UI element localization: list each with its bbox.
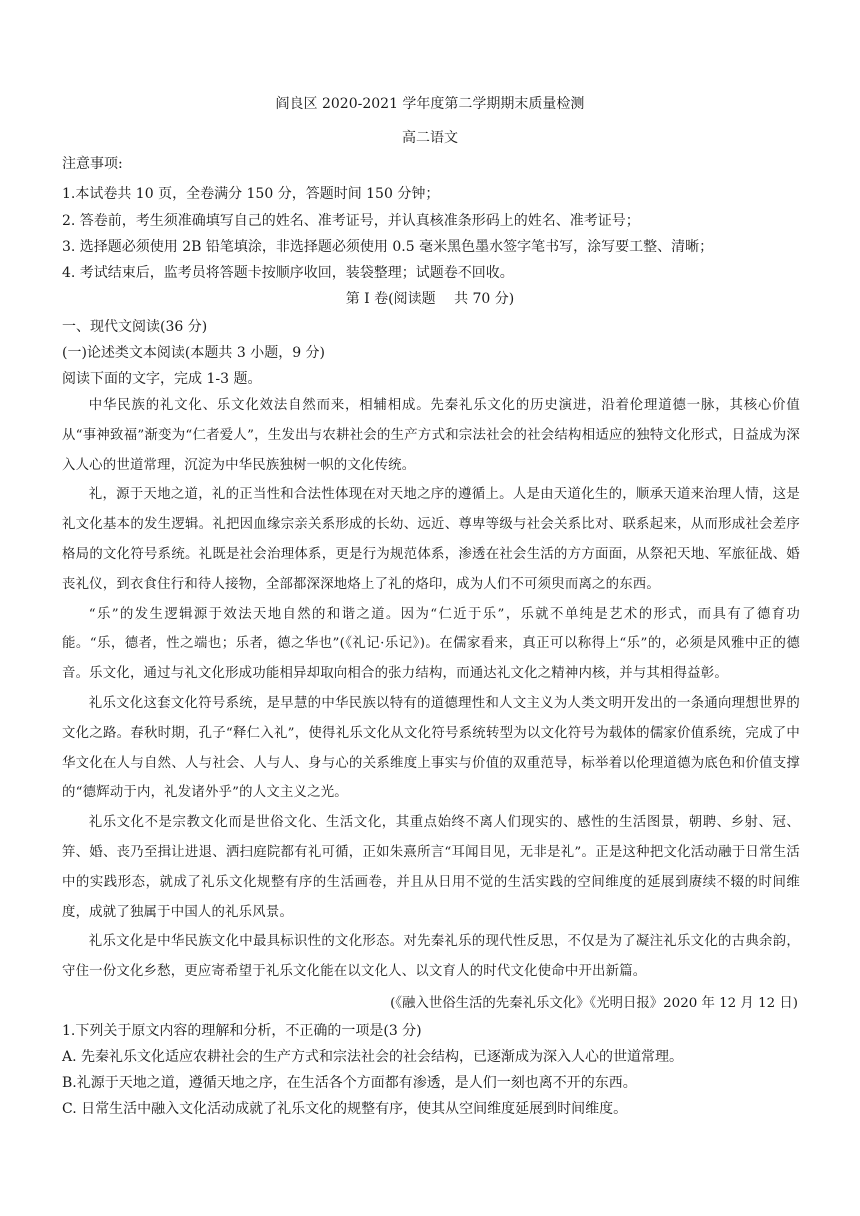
notice-item: 1.本试卷共 10 页，全卷满分 150 分，答题时间 150 分钟； [62, 186, 440, 202]
notice-item: 3. 选择题必须使用 2B 铅笔填涂，非选择题必须使用 0.5 毫米黑色墨水签字笔书写，涂写要工整、清晰； [62, 239, 714, 255]
option-a: A. 先秦礼乐文化适应农耕社会的生产方式和宗法社会的社会结构，已逐渐成为深入人心的世道常理。 [62, 1049, 684, 1065]
passage-paragraph: “乐”的发生逻辑源于效法天地自然的和谐之道。因为“仁近于乐”，乐就不单纯是艺术的形式，而具有了德育功能。“乐，德者，性之端也；乐者，德之华也”(《礼记·乐记》)。在儒家看来，真正可以称得上“乐”的，必须是风雅中正的德音。乐文化，通过与礼文化形成功能相异却取向相合的张力结构，而通达礼文化之精神内核，并与其相得益彰。 [62, 606, 800, 682]
passage-paragraph: 礼乐文化不是宗教文化而是世俗文化、生活文化，其重点始终不离人们现实的、感性的生活图景，朝聘、乡射、冠、笄、婚、丧乃至揖让进退、洒扫庭院都有礼可循，正如朱熹所言“耳闻目见，无非是礼”。正是这种把文化活动融于日常生活中的实践形态，就成了礼乐文化规整有序的生活画卷，并且从日用不觉的生活实践的空间维度的延展到赓续不辍的时间维度，成就了独属于中国人的礼乐风景。 [62, 815, 800, 920]
passage-paragraph: 礼乐文化这套文化符号系统，是早慧的中华民族以特有的道德理性和人文主义为人类文明开发出的一条通向理想世界的文化之路。春秋时期，孔子“释仁入礼”，使得礼乐文化从文化符号系统转型为以文化符号为载体的儒家价值系统，完成了中华文化在人与自然、人与社会、人与人、身与心的关系维度上事实与价值的双重范导，标举着以伦理道德为底色和价值支撑的“德辉动于内，礼发诸外乎”的人文主义之光。 [62, 695, 800, 801]
volume-title: 第 I 卷(阅读题 共 70 分) [345, 291, 515, 307]
option-b: B.礼源于天地之道，遵循天地之序，在生活各个方面都有渗透，是人们一刻也离不开的东西。 [62, 1075, 637, 1091]
passage-paragraph: 中华民族的礼文化、乐文化效法自然而来，相辅相成。先秦礼乐文化的历史演进，沿着伦理道德一脉，其核心价值从“事神致福”渐变为“仁者爱人”，生发出与农耕社会的生产方式和宗法社会的社会结构相适应的独特文化形式，日益成为深入人心的世道常理，沉淀为中华民族独树一帜的文化传统。 [62, 398, 800, 473]
notice-heading: 注意事项: [62, 156, 123, 172]
notice-item: 2. 答卷前，考生须准确填写自己的姓名、准考证号，并认真核准条形码上的姓名、准考证号； [62, 213, 640, 229]
notice-item: 4. 考试结束后，监考员将答题卡按顺序收回，装袋整理；试题卷不回收。 [62, 265, 514, 281]
exam-subject: 高二语文 [402, 130, 458, 146]
passage-paragraph: 礼乐文化是中华民族文化中最具标识性的文化形态。对先秦礼乐的现代性反思，不仅是为了凝注礼乐文化的古典余韵，守住一份文化乡愁，更应寄希望于礼乐文化能在以文化人、以文育人的时代文化使命中开出新篇。 [62, 934, 800, 980]
question-stem: 1.下列关于原文内容的理解和分析，不正确的一项是(3 分) [62, 1023, 422, 1039]
sub-section-title: (一)论述类文本阅读(本题共 3 小题，9 分) [62, 345, 326, 361]
passage-source: (《融入世俗生活的先秦礼乐文化》《光明日报》2020 年 12 月 12 日) [390, 996, 798, 1011]
part-title: 一、现代文阅读(36 分) [62, 319, 208, 335]
reading-instruction: 阅读下面的文字，完成 1-3 题。 [62, 371, 262, 387]
option-c: C. 日常生活中融入文化活动成就了礼乐文化的规整有序，使其从空间维度延展到时间维度。 [62, 1101, 628, 1117]
passage-paragraph: 礼，源于天地之道，礼的正当性和合法性体现在对天地之序的遵循上。人是由天道化生的，顺承天道来治理人情，这是礼文化基本的发生逻辑。礼把因血缘宗亲关系形成的长幼、远近、尊卑等级与社会关系比对、联系起来，从而形成社会差序格局的文化符号系统。礼既是社会治理体系，更是行为规范体系，渗透在社会生活的方方面面，从祭祀天地、军旅征战、婚丧礼仪，到衣食住行和待人接物，全部都深深地烙上了礼的烙印，成为人们不可须臾而离之的东西。 [62, 487, 800, 592]
passage [62, 391, 800, 987]
exam-title: 阎良区 2020-2021 学年度第二学期期末质量检测 [275, 96, 585, 112]
